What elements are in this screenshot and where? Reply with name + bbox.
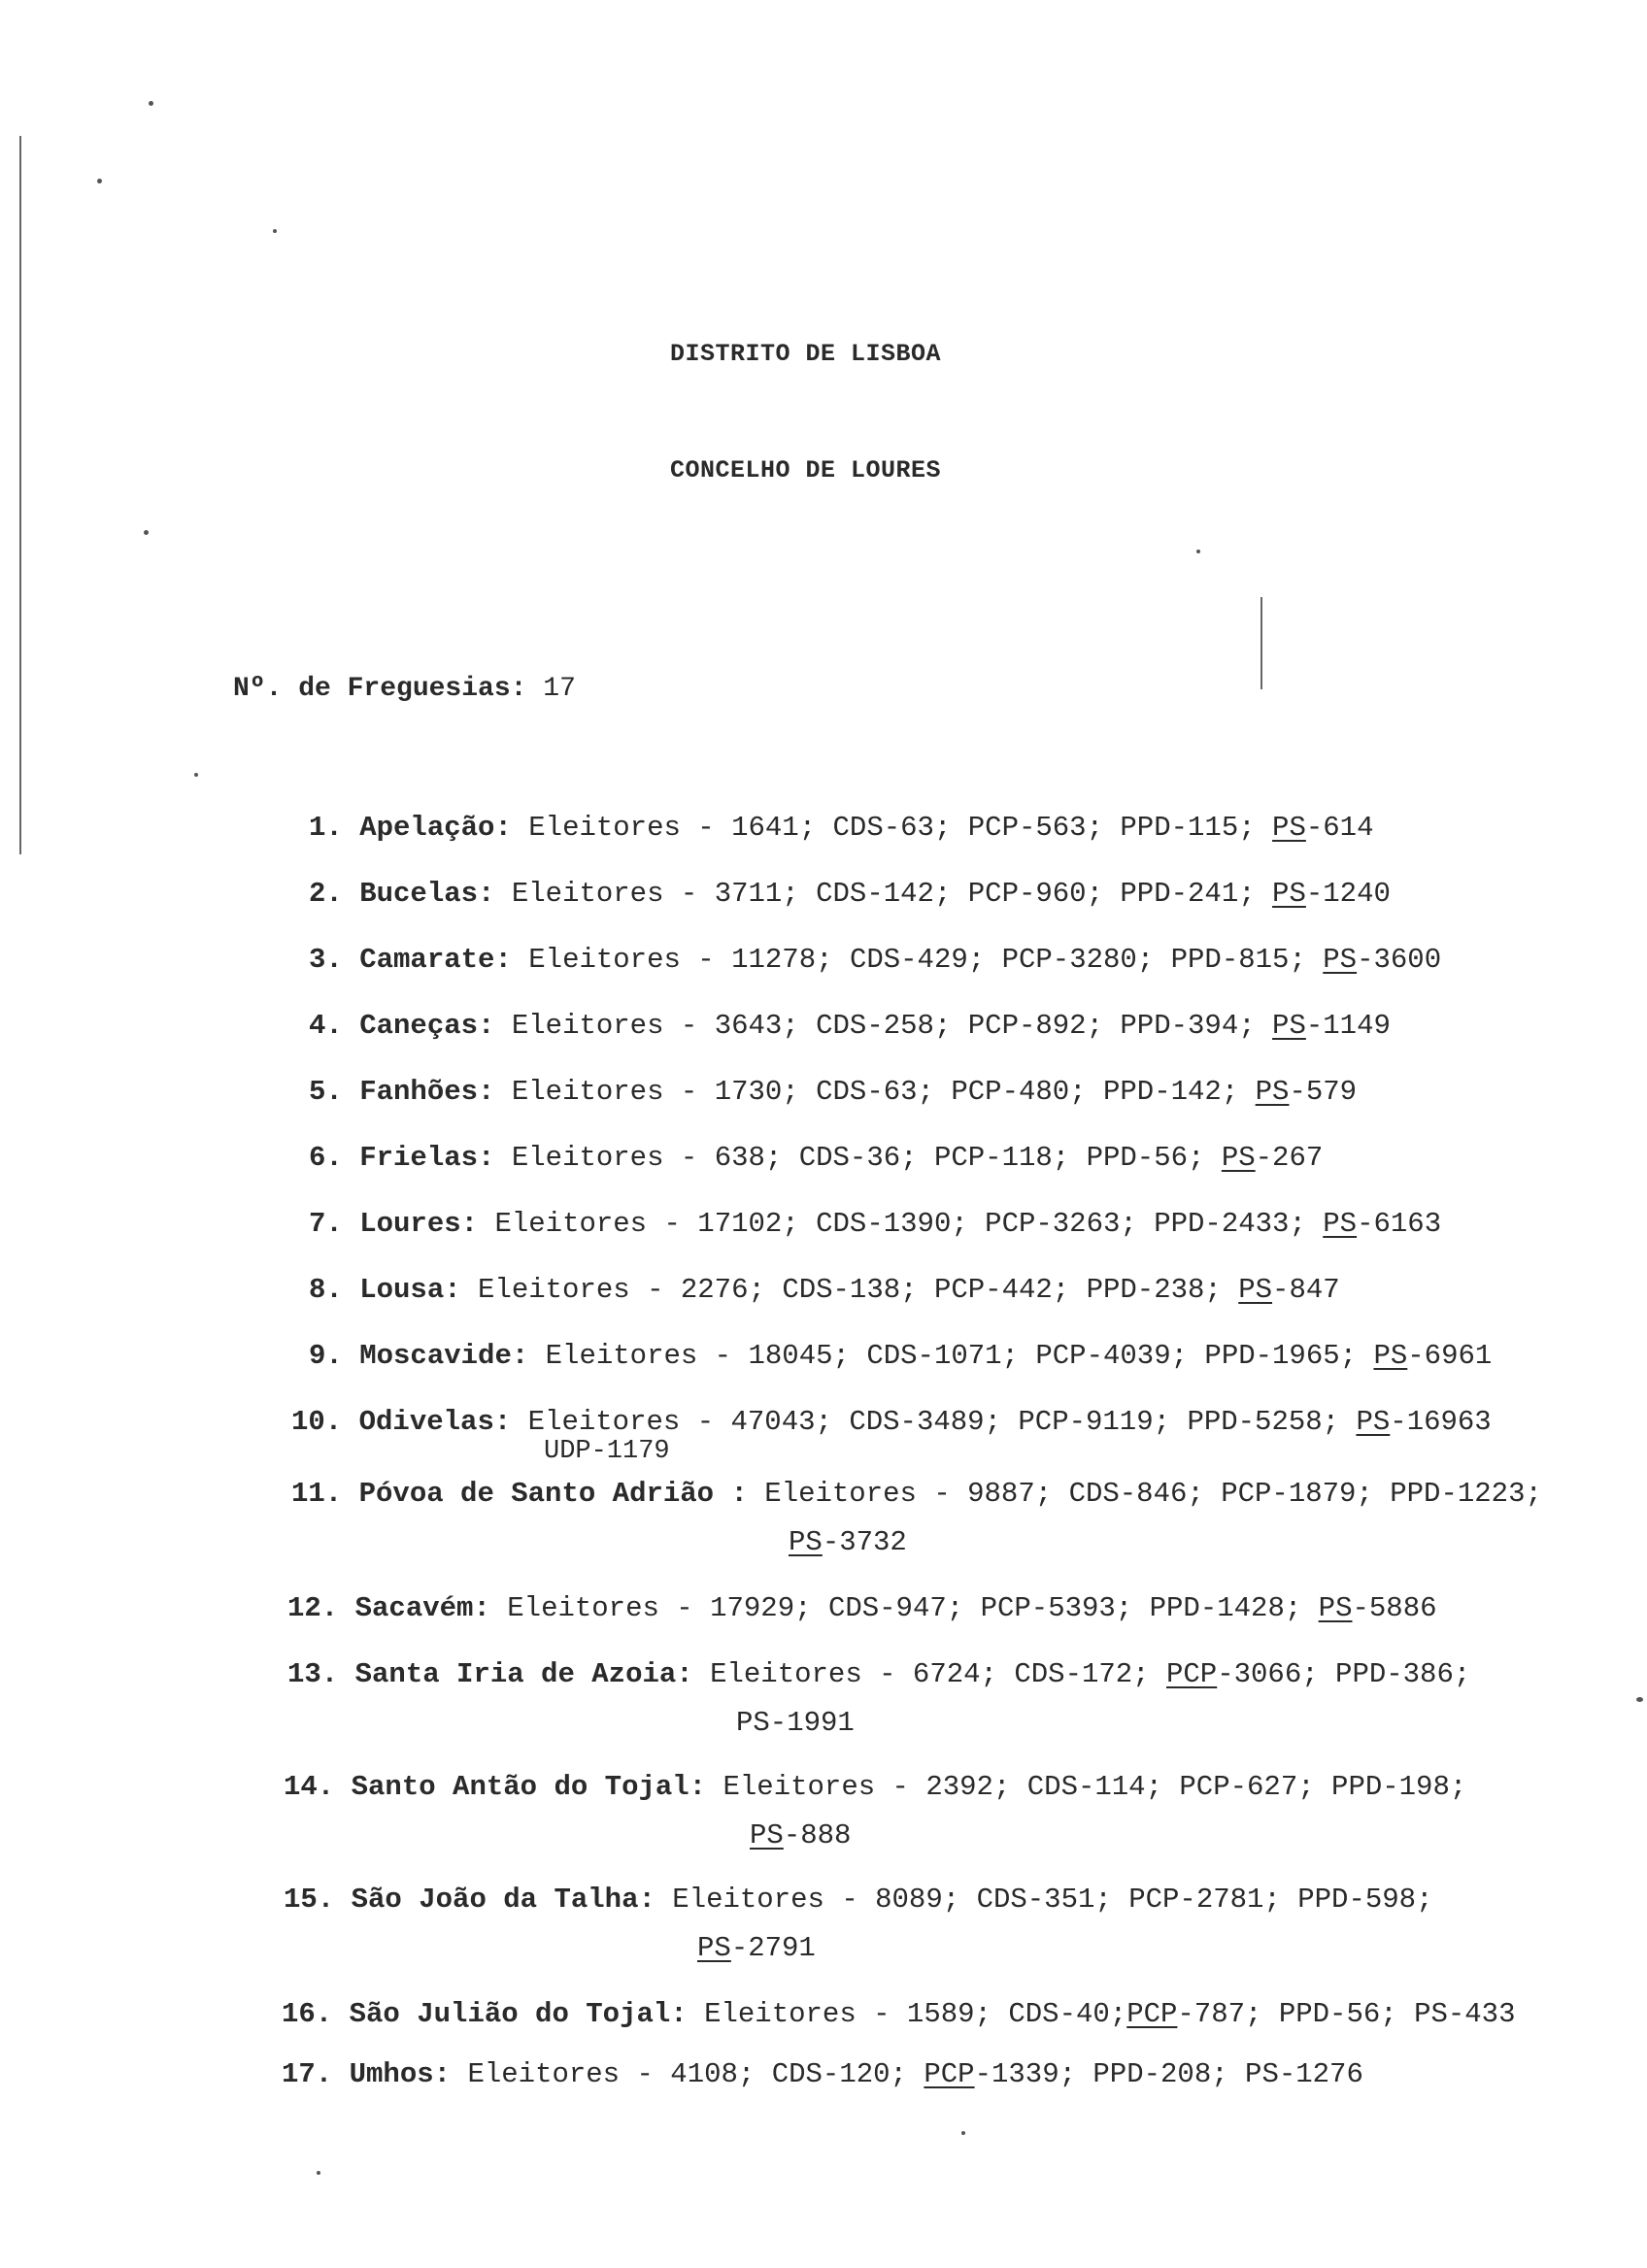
- pcp-votes: PCP-1339;: [924, 2058, 1076, 2090]
- electors: Eleitores - 11278;: [528, 944, 833, 976]
- cds-votes: CDS-429;: [849, 944, 986, 976]
- electors: Eleitores - 638;: [511, 1142, 783, 1174]
- parish-name: Odivelas:: [358, 1406, 512, 1438]
- item-number: 1.: [309, 812, 343, 844]
- parish-name: Bucelas:: [359, 878, 495, 910]
- electors: Eleitores - 6724;: [710, 1658, 997, 1690]
- cds-votes: CDS-142;: [816, 878, 952, 910]
- electors: Eleitores - 18045;: [545, 1340, 850, 1372]
- pcp-votes: PCP-442;: [933, 1274, 1070, 1306]
- list-item: [309, 946, 1441, 974]
- item-number: 7.: [309, 1208, 343, 1240]
- item-number: 17.: [282, 2058, 333, 2090]
- electors: Eleitores - 2276;: [478, 1274, 765, 1306]
- ps-votes: PS-1149: [1272, 1010, 1391, 1042]
- ps-votes: PS-1991: [736, 1707, 855, 1739]
- ppd-votes: PPD-238;: [1086, 1274, 1222, 1306]
- ps-votes: PS-267: [1221, 1142, 1324, 1174]
- parish-name: São João da Talha:: [351, 1884, 655, 1916]
- speck: [317, 2171, 320, 2175]
- cds-votes: CDS-120;: [771, 2058, 907, 2090]
- pcp-votes: PCP-787;: [1126, 1998, 1262, 2030]
- ppd-votes: PPD-1965;: [1204, 1340, 1358, 1372]
- item-number: 6.: [309, 1142, 343, 1174]
- item-number: 5.: [309, 1076, 343, 1108]
- list-item: [309, 1078, 1357, 1106]
- speck: [961, 2131, 965, 2135]
- item-number: 9.: [309, 1340, 343, 1372]
- cds-votes: CDS-36;: [798, 1142, 918, 1174]
- pcp-votes: PCP-1879;: [1221, 1478, 1373, 1510]
- pcp-votes: PCP-9119;: [1018, 1406, 1171, 1438]
- speck: [1196, 550, 1200, 553]
- list-item: [287, 1660, 1470, 1688]
- list-item: [282, 2060, 1363, 2088]
- parish-name: Caneças:: [359, 1010, 495, 1042]
- parish-name: Loures:: [359, 1208, 479, 1240]
- pcp-votes: PCP-118;: [933, 1142, 1070, 1174]
- cds-votes: CDS-846;: [1068, 1478, 1204, 1510]
- electors: Eleitores - 9887;: [764, 1478, 1053, 1510]
- list-item: [287, 1594, 1437, 1622]
- parish-name: Camarate:: [359, 944, 512, 976]
- ppd-votes: PPD-394;: [1120, 1010, 1256, 1042]
- list-item: [284, 1773, 1466, 1801]
- pcp-votes: PCP-2781;: [1128, 1884, 1281, 1916]
- electors: Eleitores - 2392;: [723, 1771, 1011, 1803]
- list-item: [309, 814, 1373, 842]
- cds-votes: CDS-172;: [1014, 1658, 1150, 1690]
- electors: Eleitores - 8089;: [672, 1884, 960, 1916]
- ppd-votes: PPD-386;: [1335, 1658, 1471, 1690]
- ppd-votes: PPD-1428;: [1149, 1592, 1302, 1624]
- item-number: 11.: [291, 1478, 343, 1510]
- parish-name: Sacavém:: [354, 1592, 490, 1624]
- item-number: 8.: [309, 1274, 343, 1306]
- speck: [273, 229, 277, 233]
- ppd-votes: PPD-815;: [1170, 944, 1306, 976]
- scan-margin-line: [1260, 597, 1262, 689]
- parish-count: [233, 674, 576, 704]
- parish-name: Moscavide:: [359, 1340, 529, 1372]
- ps-votes: PS-6163: [1323, 1208, 1442, 1240]
- ppd-votes: PPD-56;: [1086, 1142, 1205, 1174]
- item-number: 4.: [309, 1010, 343, 1042]
- electors: Eleitores - 1641;: [528, 812, 817, 844]
- ppd-votes: PPD-2433;: [1154, 1208, 1306, 1240]
- ppd-votes: PPD-1223;: [1390, 1478, 1542, 1510]
- pcp-votes: PCP-3066;: [1166, 1658, 1319, 1690]
- item-number: 2.: [309, 878, 343, 910]
- electors: Eleitores - 1589;: [704, 1998, 992, 2030]
- ps-votes: PS-5886: [1318, 1592, 1437, 1624]
- pcp-votes: PCP-960;: [967, 878, 1103, 910]
- list-item: [309, 1342, 1492, 1370]
- scan-margin-line: [19, 136, 21, 854]
- cds-votes: CDS-138;: [782, 1274, 918, 1306]
- parish-name: Umhos:: [349, 2058, 452, 2090]
- udp-votes: UDP-1179: [544, 1437, 670, 1466]
- speck: [149, 101, 153, 106]
- pcp-votes: PCP-627;: [1179, 1771, 1315, 1803]
- speck: [97, 179, 102, 183]
- cds-votes: CDS-1390;: [816, 1208, 968, 1240]
- electors: Eleitores - 4108;: [467, 2058, 756, 2090]
- cds-votes: CDS-114;: [1026, 1771, 1162, 1803]
- council-heading: CONCELHO DE LOURES: [670, 456, 942, 484]
- list-item: [291, 1480, 1542, 1508]
- electors: Eleitores - 3643;: [511, 1010, 799, 1042]
- parish-count-value: 17: [543, 674, 576, 704]
- cds-votes: CDS-1071;: [866, 1340, 1019, 1372]
- ppd-votes: PPD-115;: [1120, 812, 1256, 844]
- list-item: [284, 1885, 1432, 1914]
- item-number: 12.: [287, 1592, 339, 1624]
- speck: [144, 530, 149, 535]
- electors: Eleitores - 1730;: [511, 1076, 799, 1108]
- list-item: [309, 1276, 1340, 1304]
- cds-votes: CDS-40;: [1008, 1998, 1127, 2030]
- pcp-votes: PCP-3263;: [985, 1208, 1137, 1240]
- ps-votes: PS-847: [1238, 1274, 1340, 1306]
- cds-votes: CDS-947;: [827, 1592, 964, 1624]
- parish-name: Póvoa de Santo Adrião :: [358, 1478, 748, 1510]
- pcp-votes: PCP-5393;: [980, 1592, 1133, 1624]
- item-number: 15.: [284, 1884, 335, 1916]
- ppd-votes: PPD-198;: [1331, 1771, 1467, 1803]
- ps-votes: PS-888: [750, 1819, 852, 1851]
- item-number: 10.: [291, 1406, 343, 1438]
- list-item: [309, 1144, 1323, 1172]
- ps-votes: PS-579: [1255, 1076, 1358, 1108]
- cds-votes: CDS-3489;: [849, 1406, 1001, 1438]
- item-number: 16.: [282, 1998, 333, 2030]
- pcp-votes: PCP-4039;: [1035, 1340, 1189, 1372]
- electors: Eleitores - 17102;: [494, 1208, 799, 1240]
- cds-votes: CDS-351;: [976, 1884, 1112, 1916]
- ps-votes: PS-16963: [1356, 1406, 1492, 1438]
- ps-votes: PS-433: [1414, 1998, 1516, 2030]
- parish-name: Santo Antão do Tojal:: [351, 1771, 707, 1803]
- parish-name: São Julião do Tojal:: [349, 1998, 688, 2030]
- pcp-votes: PCP-480;: [951, 1076, 1087, 1108]
- ps-votes: PS-6961: [1373, 1340, 1493, 1372]
- item-number: 13.: [287, 1658, 339, 1690]
- parish-name: Lousa:: [359, 1274, 461, 1306]
- ppd-votes: PPD-5258;: [1187, 1406, 1340, 1438]
- ppd-votes: PPD-56;: [1278, 1998, 1397, 2030]
- list-item: [309, 880, 1391, 908]
- pcp-votes: PCP-892;: [967, 1010, 1103, 1042]
- parish-name: Frielas:: [359, 1142, 495, 1174]
- district-heading: DISTRITO DE LISBOA: [670, 340, 942, 368]
- parish-name: Fanhões:: [359, 1076, 495, 1108]
- ps-votes: PS-2791: [697, 1932, 816, 1964]
- electors: Eleitores - 47043;: [527, 1406, 832, 1438]
- item-number: 3.: [309, 944, 343, 976]
- ps-votes: PS-1276: [1245, 2058, 1363, 2090]
- pcp-votes: PCP-563;: [967, 812, 1103, 844]
- ps-votes: PS-3600: [1323, 944, 1442, 976]
- ps-votes: PS-1240: [1272, 878, 1391, 910]
- cds-votes: CDS-258;: [816, 1010, 952, 1042]
- cds-votes: CDS-63;: [832, 812, 952, 844]
- ppd-votes: PPD-598;: [1297, 1884, 1433, 1916]
- pcp-votes: PCP-3280;: [1001, 944, 1155, 976]
- list-item: [291, 1408, 1492, 1436]
- list-item: [309, 1012, 1391, 1040]
- electors: Eleitores - 17929;: [507, 1592, 812, 1624]
- parish-name: Santa Iria de Azoia:: [354, 1658, 693, 1690]
- list-item: [282, 2000, 1515, 2028]
- list-item: [309, 1210, 1441, 1238]
- item-number: 14.: [284, 1771, 335, 1803]
- cds-votes: CDS-63;: [816, 1076, 934, 1108]
- electors: Eleitores - 3711;: [511, 878, 799, 910]
- parish-name: Apelação:: [359, 812, 512, 844]
- ppd-votes: PPD-241;: [1120, 878, 1256, 910]
- speck: [1636, 1697, 1643, 1702]
- speck: [194, 773, 198, 777]
- ppd-votes: PPD-142;: [1103, 1076, 1239, 1108]
- ps-votes: PS-614: [1272, 812, 1374, 844]
- ppd-votes: PPD-208;: [1092, 2058, 1228, 2090]
- ps-votes: PS-3732: [789, 1526, 907, 1558]
- parish-count-label: Nº. de Freguesias:: [233, 674, 527, 704]
